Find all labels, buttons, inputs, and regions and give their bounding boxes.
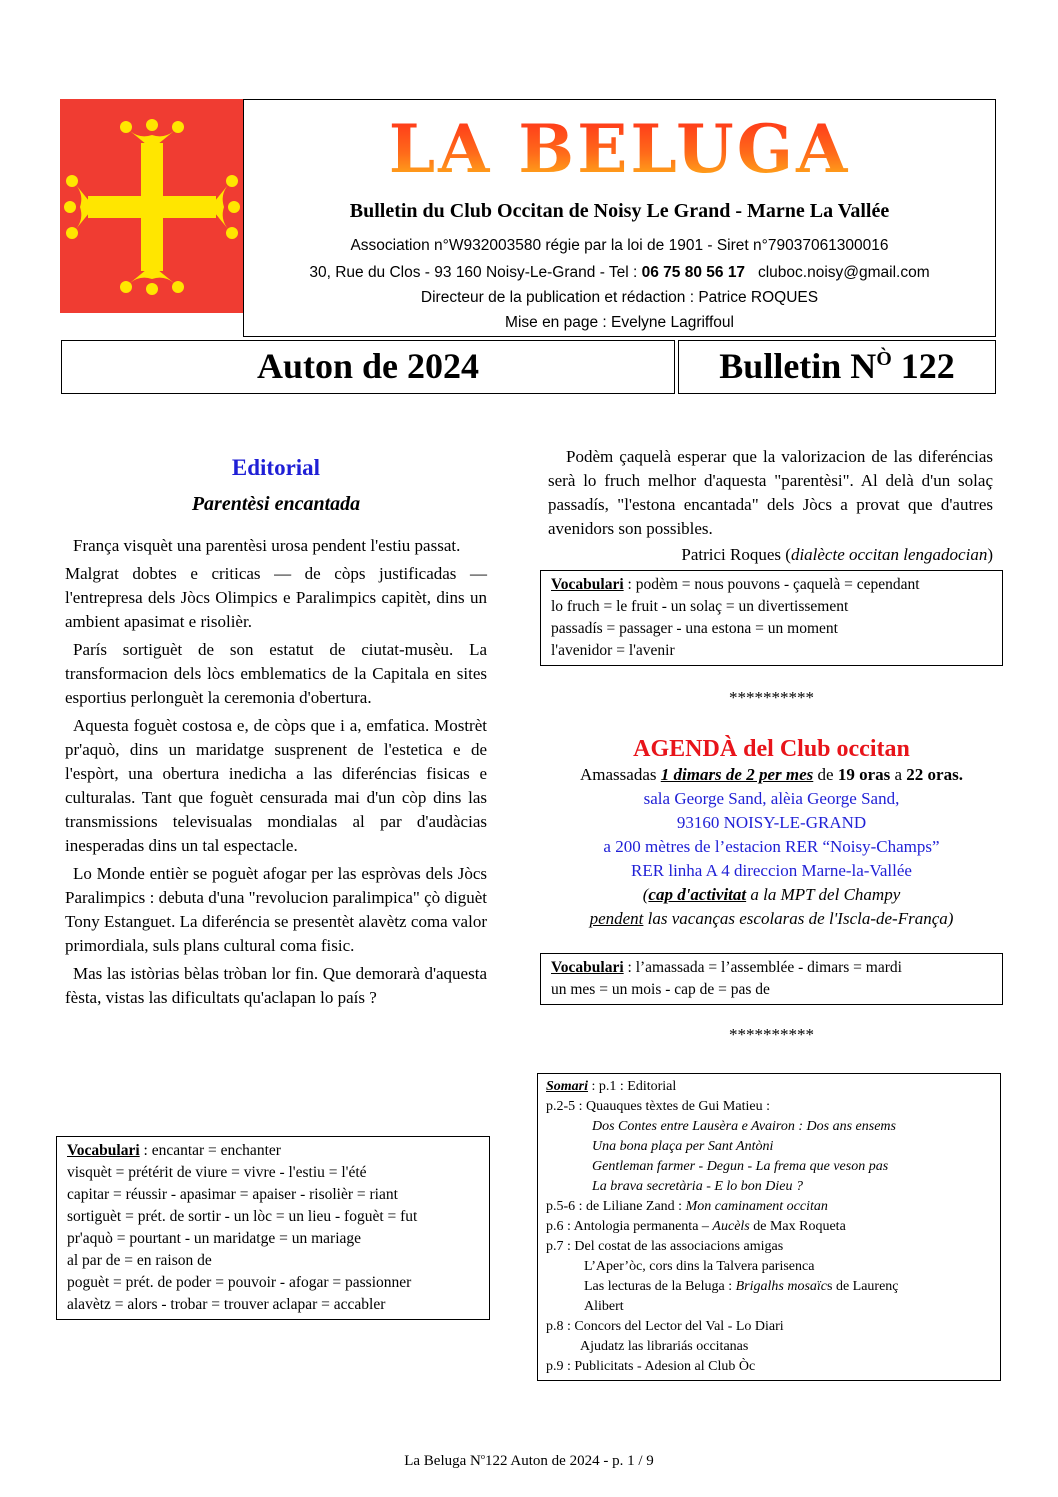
phone-number: 06 75 80 56 17 [641, 264, 746, 281]
toc-line: p.8 : Concors del Lector del Val - Lo Diari [546, 1319, 784, 1334]
vocab-line: alavètz = alors - trobar = trouver aclapar = accabler [67, 1296, 386, 1313]
vocabulary-box-agenda [540, 953, 1003, 1005]
toc-line: Gentleman farmer - Degun - La frema que veson pas [592, 1159, 889, 1174]
email-address: cluboc.noisy@gmail.com [757, 264, 930, 281]
agenda-note: (cap d'activitat a la MPT del Champy [642, 885, 901, 904]
vocab-line: capitar = réussir - apasimar = apaiser - risolièr = riant [67, 1186, 398, 1203]
table-of-contents [537, 1073, 1001, 1381]
toc-line: p.2-5 : Quauques tèxtes de Gui Matieu : [546, 1099, 770, 1114]
editorial-paragraph: París sortiguèt de son estatut de ciutat-musèu. La transformacion dels lòcs emblematics de la Capitala en sites esportius perlonguèt la ceremonia d'obertura. [65, 640, 487, 707]
toc-line: Somari : p.1 : Editorial [546, 1079, 677, 1094]
toc-line: p.9 : Publicitats - Adesion al Club Òc [546, 1359, 756, 1374]
vocab-line: un mes = un mois - cap de = pas de [551, 981, 770, 998]
editorial-continuation: Podèm çaquelà esperar que la valorizacion de las diferéncias serà lo fruch melhor d'aquesta "parentèsi". Al delà d'un solaç passadís, "l'estona encantada" dels Jòcs a provat que d'autres avenidors son possibles. [548, 447, 993, 538]
toc-line: Las lecturas de la Beluga : Brigalhs mosaïcs de Laurenç [584, 1279, 899, 1294]
masthead-subtitle: Bulletin du Club Occitan de Noisy Le Grand - Marne La Vallée [349, 200, 890, 222]
left-column [65, 455, 487, 1014]
editorial-subheading: Parentèsi encantada [191, 493, 361, 515]
masthead [243, 99, 996, 337]
agenda-station: a 200 mètres de l’estacion RER “Noisy-Champs” [603, 837, 940, 856]
agenda-holidays: pendent las vacanças escolaras de l'Iscla-de-França) [589, 909, 954, 928]
vocab-line: pr'aquò = pourtant - un maridatge = un mariage [67, 1230, 362, 1247]
editorial-heading: Editorial [231, 455, 321, 480]
toc-line: p.7 : Del costat de las associacions amigas [546, 1239, 784, 1254]
occitan-cross-icon [60, 99, 243, 313]
separator: ********** [729, 688, 814, 707]
right-column [548, 445, 993, 565]
toc-line: Ajudatz las librariás occitanas [580, 1339, 749, 1354]
editorial-paragraph: Aquesta foguèt costosa e, de còps que i a, emfatica. Mostrèt pr'aquò, dins un maridatge susprenent de l'estetica e de l'espòrt, una obertura inedicha a las diferéncias fisicas e culturalas. Tant que foguèt censurada mai d'un còp dins las transmissions televisualas mondialas al par d'audàcias inesperadas dins un tal espectacle. [65, 716, 487, 855]
agenda-rer: RER linha A 4 direccion Marne-la-Vallée [631, 861, 912, 880]
agenda-section [540, 736, 1003, 931]
toc-line: L’Aper’òc, cors dins la Talvera parisenca [584, 1259, 815, 1274]
address-line [244, 264, 995, 282]
bulletin-number: Bulletin $N^Ò$ 122 [719, 346, 955, 386]
vocab-line: al par de = en raison de [67, 1252, 212, 1269]
vocab-line: l'avenidor = l'avenir [551, 642, 675, 659]
vocab-line: Vocabulari : podèm = nous pouvons - çaquelà = cependant [551, 576, 920, 593]
vocab-line: sortiguèt = prét. de sortir - un lòc = un lieu - foguèt = fut [67, 1208, 418, 1225]
vocab-line: lo fruch = le fruit - un solaç = un divertissement [551, 598, 849, 615]
agenda-schedule: Amassadas 1 dimars de 2 per mes de 19 oras a 22 oras. [580, 765, 963, 784]
vocab-line: Vocabulari : l’amassada = l’assemblée - dimars = mardi [551, 959, 902, 976]
layout-line: Mise en page : Evelyne Lagriffoul [505, 314, 734, 331]
bulletin-bar [678, 340, 996, 394]
director-line: Directeur de la publication et rédaction : Patrice ROQUES [420, 289, 819, 306]
toc-line: La brava secretària - E lo bon Dieu ? [592, 1179, 804, 1194]
editorial-paragraph: Mas las istòrias bèlas tròban lor fin. Que demorarà d'aquesta fèsta, vistas las dificultats qu'aclapan lo país ? [65, 964, 487, 1007]
editorial-paragraph: Malgrat dobtes e criticas — de còps justificadas — l'entrepresa dels Jòcs Olimpics e Paralimpics capitèt, dins un ambient apasimat e risolièr. [65, 564, 487, 631]
vocab-line: Vocabulari : encantar = enchanter [67, 1142, 281, 1159]
signature: Patrici Roques (dialècte occitan lengadocian) [681, 545, 993, 564]
vocab-line: passadís = passager - una estona = un moment [551, 620, 838, 637]
masthead-title: LA BELUGA [388, 110, 851, 188]
vocabulary-box-editorial [56, 1136, 490, 1320]
separator: ********** [729, 1025, 814, 1044]
toc-line: Una bona plaça per Sant Antòni [592, 1139, 774, 1154]
agenda-venue: sala George Sand, alèia George Sand, [643, 789, 900, 808]
occitan-flag [60, 99, 243, 313]
page-footer: La Beluga $N^o122$ Auton de 2024 - p. 1 / 9 [404, 1452, 654, 1469]
agenda-heading: AGENDÀ del Club occitan [633, 736, 910, 762]
agenda-city: 93160 NOISY-LE-GRAND [676, 813, 867, 832]
toc-line: Alibert [584, 1299, 624, 1314]
season-text: Auton de 2024 [256, 346, 480, 386]
toc-line: Dos Contes entre Lausèra e Avairon : Dos ans ensems [592, 1119, 896, 1134]
toc-line: p.5-6 : de Liliane Zand : Mon caminament occitan [546, 1199, 828, 1214]
toc-line: p.6 : Antologia permanenta – Aucèls de Max Roqueta [546, 1219, 846, 1234]
editorial-paragraph: França visquèt una parentèsi urosa pendent l'estiu passat. [73, 536, 461, 555]
season-bar [61, 340, 675, 394]
vocabulary-box-continuation [540, 570, 1003, 666]
editorial-paragraph: Lo Monde entièr se poguèt afogar per las espròvas dels Jòcs Paralimpics : debuta d'una "revolucion paralimpica" çò diguèt Tony Estanguet. La diferéncia se presentèt alavètz coma valor primordiala, suls plans cultural coma fisic. [65, 864, 487, 955]
vocab-line: poguèt = prét. de poder = pouvoir - afogar = passionner [67, 1274, 412, 1291]
association-line: Association n°W932003580 régie par la loi de 1901 - Siret n°79037061300016 [350, 237, 889, 254]
vocab-line: visquèt = prétérit de viure = vivre - l'estiu = l'été [67, 1164, 367, 1181]
address-text: 30, Rue du Clos - 93 160 Noisy-Le-Grand - Tel : [309, 264, 638, 281]
